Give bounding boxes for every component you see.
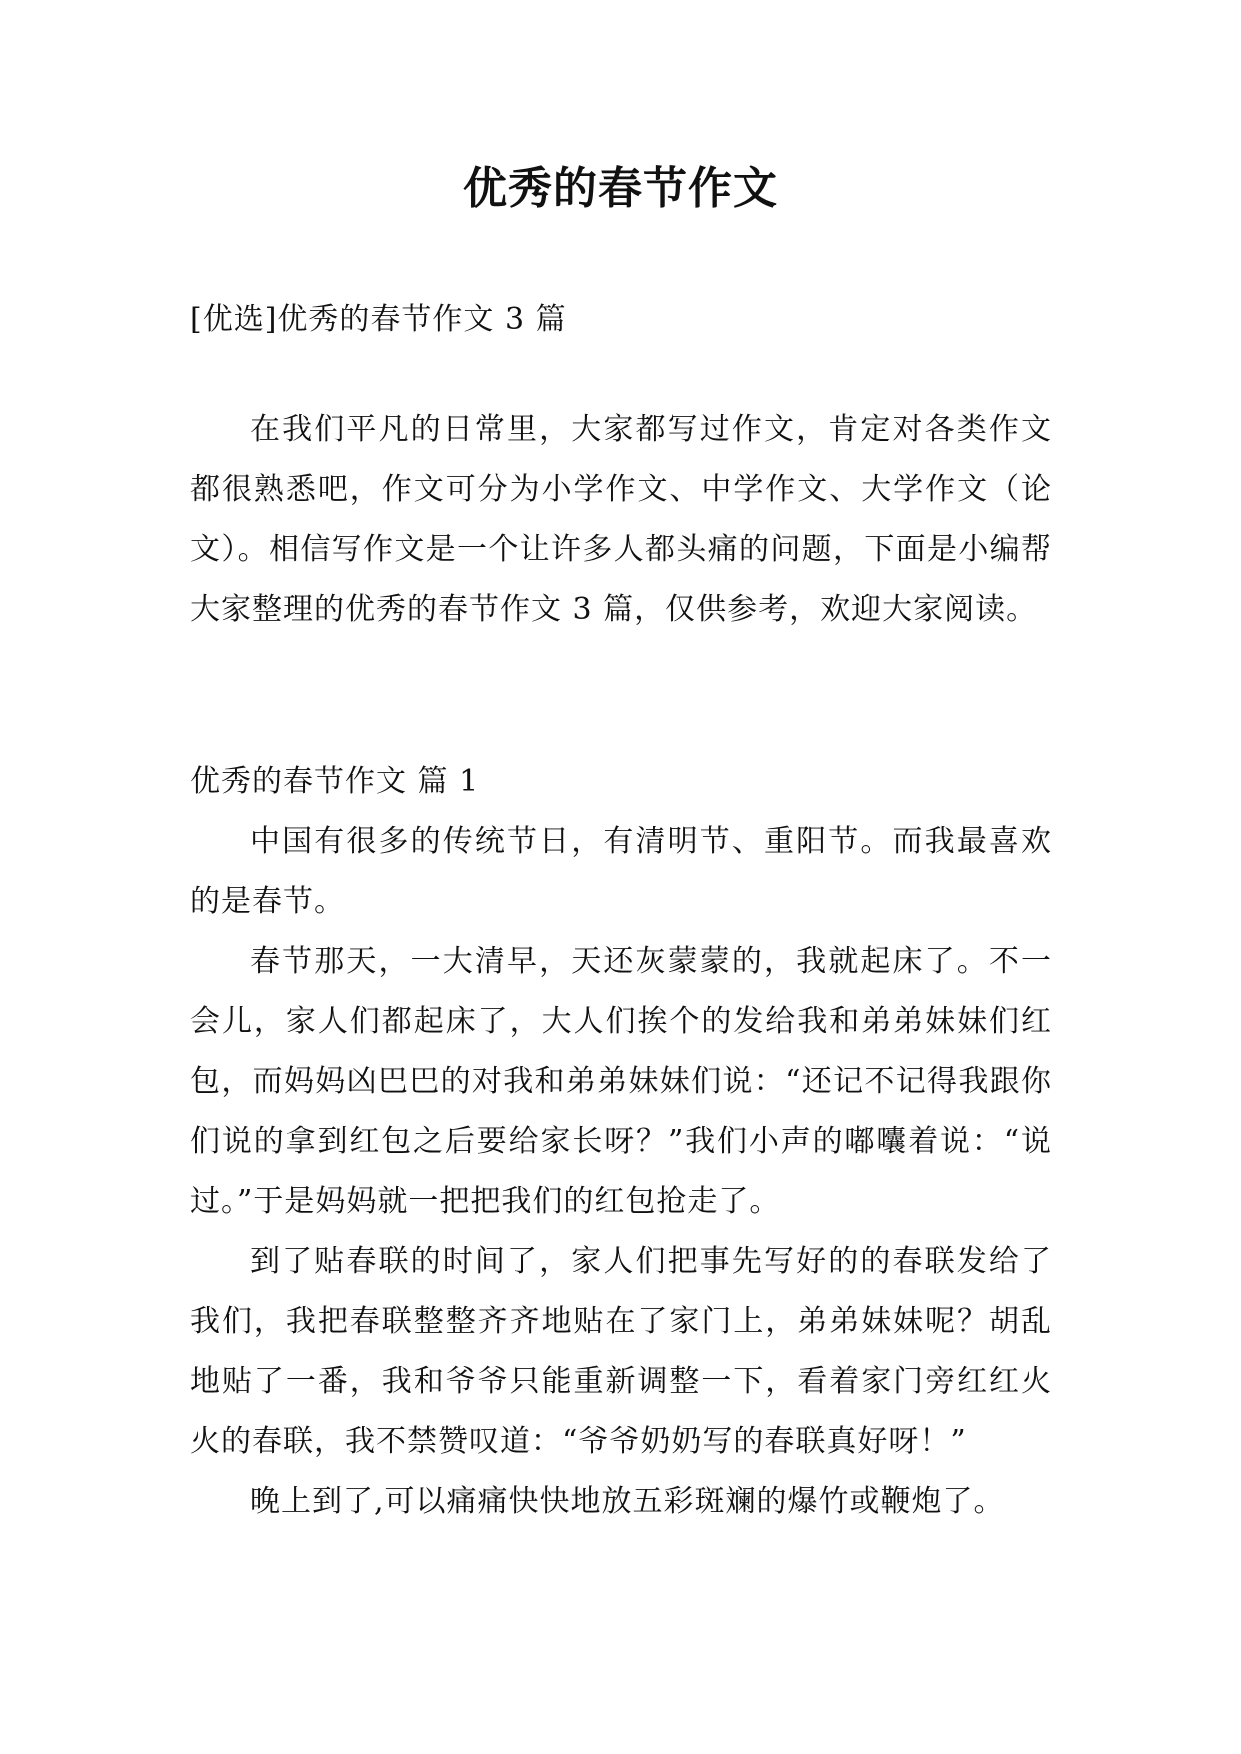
document-subtitle: [优选]优秀的春节作文 3 篇 [190, 302, 567, 337]
essay-1-paragraph-1: 中国有很多的传统节日，有清明节、重阳节。而我最喜欢的是春节。 [190, 824, 1052, 919]
essay-1-heading: 优秀的春节作文 篇 1 [190, 764, 480, 799]
intro-paragraph: 在我们平凡的日常里，大家都写过作文，肯定对各类作文都很熟悉吧，作文可分为小学作文、中学作文、大学作文（论文）。相信写作文是一个让许多人都头痛的问题，下面是小编帮大家整理的优秀的春节作文 3 篇，仅供参考，欢迎大家阅读。 [190, 412, 1052, 627]
essay-1-section [190, 752, 1052, 1532]
essay-1-paragraph-4: 晚上到了,可以痛痛快快地放五彩斑斓的爆竹或鞭炮了。 [250, 1484, 1005, 1519]
document-title: 优秀的春节作文 [463, 163, 778, 214]
essay-1-paragraph-3: 到了贴春联的时间了，家人们把事先写好的的春联发给了我们，我把春联整整齐齐地贴在了家门上，弟弟妹妹呢？胡乱地贴了一番，我和爷爷只能重新调整一下，看着家门旁红红火火的春联，我不禁赞叹道：“爷爷奶奶写的春联真好呀！” [190, 1244, 1052, 1459]
intro-section [190, 400, 1052, 640]
essay-1-paragraph-2: 春节那天，一大清早，天还灰蒙蒙的，我就起床了。不一会儿，家人们都起床了，大人们挨个的发给我和弟弟妹妹们红包，而妈妈凶巴巴的对我和弟弟妹妹们说：“还记不记得我跟你们说的拿到红包之后要给家长呀？”我们小声的嘟囔着说：“说过。”于是妈妈就一把把我们的红包抢走了。 [190, 944, 1052, 1219]
